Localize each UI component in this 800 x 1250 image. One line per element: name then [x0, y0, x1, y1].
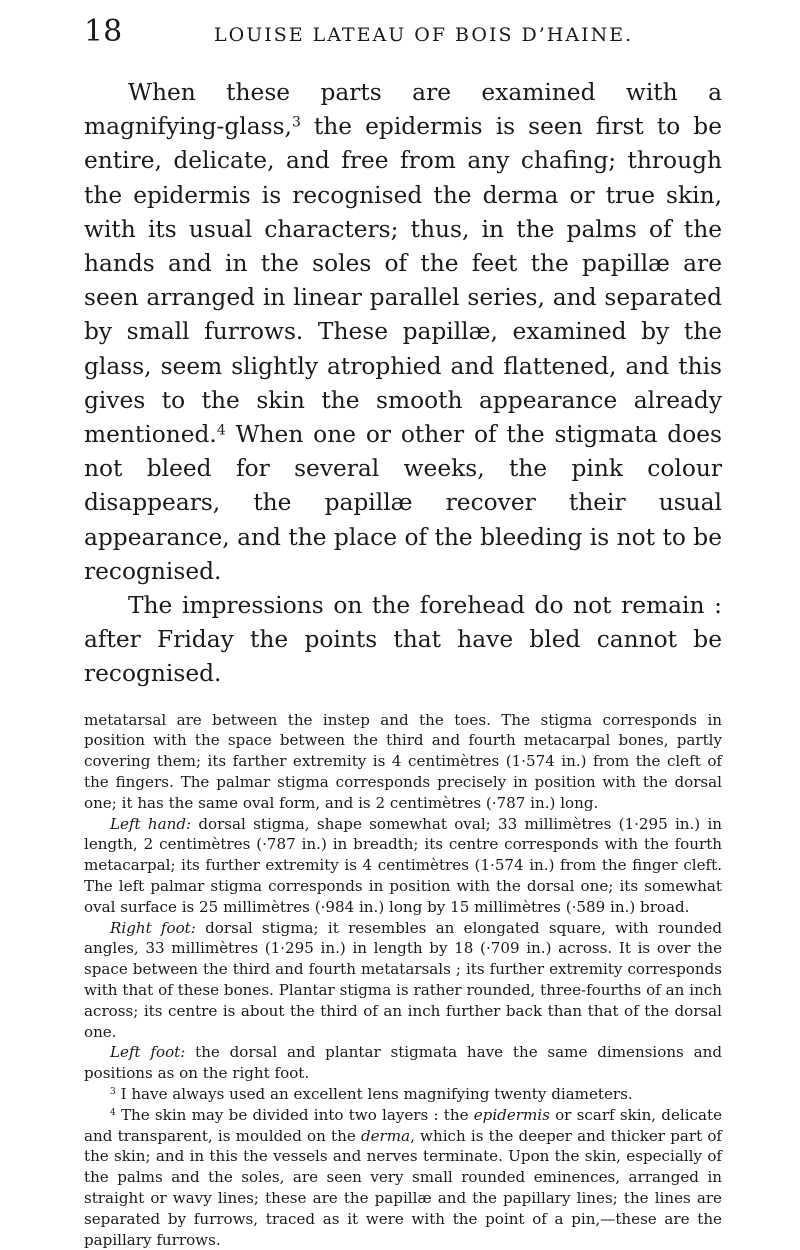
footnote-text: The skin may be divided into two layers : the — [115, 1105, 474, 1124]
footnote-term: derma — [360, 1126, 411, 1145]
body-text-segment: When one or other of the stigmata does not bleed for several weeks, the pink colour disappears, the papillæ recover their usual appearance, and the place of the bleeding is not to be recognised. — [84, 421, 722, 585]
footnote-label: Left foot: — [110, 1043, 186, 1062]
footnote-text: or scarf skin, delicate and transparent, is moulded on the — [84, 1105, 723, 1145]
footnote-label: Right foot: — [110, 918, 196, 937]
page-header — [84, 0, 722, 56]
footnote-text: dorsal stigma, shape somewhat oval; 33 millimètres (1·295 in.) in length, 2 centimètres (·787 in.) in breadth; its centre corresponds with the fourth metacarpal; its further extremity is 4 centimètres (1·574 in.) from the finger cleft. The left palmar stigma corresponds in position with the dorsal one; its somewhat oval surface is 25 millimètres (·984 in.) long by 15 millimètres (·589 in.) broad. — [84, 814, 723, 916]
footnote-marker: 3 — [110, 1087, 116, 1098]
footnote-ref: 3 — [291, 114, 301, 131]
body-text-segment: When these parts are examined with a magnifying-glass, — [84, 79, 722, 141]
footnote-label: Left hand: — [110, 814, 192, 833]
footnote-continuation: metatarsal are between the instep and the toes. The stigma corresponds in position with the space between the third and fourth metacarpal bones, partly covering them; its farther extremity is 4 centimètres (1·574 in.) from the cleft of the fingers. The palmar stigma corresponds precisely in position with the dorsal one; it has the same oval form, and is 2 centimètres (·787 in.) long. — [84, 710, 722, 812]
body-text-segment: the epidermis is seen first to be entire, delicate, and free from any chafing; through the epidermis is recognised the derma or true skin, with its usual characters; thus, in the palms of the hands and in the soles of the feet the papillæ are seen arranged in linear parallel series, and separated by small furrows. These papillæ, examined by the glass, seem slightly atrophied and flattened, and this gives to the skin the smooth appearance already mentioned. — [84, 113, 722, 449]
footnote-3 — [84, 1084, 722, 1105]
footnote-text: the dorsal and plantar stigmata have the same dimensions and positions as on the right foot. — [84, 1043, 722, 1083]
footnote-paragraph — [84, 1042, 722, 1084]
body-text — [84, 76, 722, 692]
running-title: LOUISE LATEAU OF BOIS D’HAINE. — [214, 24, 634, 46]
footnote-text: I have always used an excellent lens magnifying twenty diameters. — [115, 1085, 633, 1103]
footnote-paragraph — [84, 918, 722, 1043]
footnote-text: dorsal stigma; it resembles an elongated square, with rounded angles, 33 millimètres (1·295 in.) in length by 18 (·709 in.) across. It is over the space between the third and fourth metatarsals ; its further extremity corresponds with that of these bones. Plantar stigma is rather rounded, three-fourths of an inch across; its centre is about the third of an inch further back than that of the dorsal one. — [84, 918, 722, 1041]
page-number: 18 — [84, 14, 123, 49]
footnote-4 — [84, 1105, 722, 1250]
footnote-marker: 4 — [110, 1107, 116, 1118]
body-paragraph: The impressions on the forehead do not remain : after Friday the points that have bled cannot be recognised. — [84, 592, 722, 688]
body-paragraph — [84, 76, 722, 589]
footnote-term: epidermis — [473, 1105, 550, 1124]
footnote-ref: 4 — [216, 422, 226, 439]
footnote-paragraph — [84, 814, 722, 918]
footnotes — [84, 710, 722, 1250]
footnote-text: , which is the deeper and thicker part of the skin; and in this the vessels and nerves terminate. Upon the skin, especially of the palms and the soles, are seen very small rounded eminences, arranged in straight or wavy lines; these are the papillæ and the papillary lines; the lines are separated by furrows, traced as it were with the point of a pin,—these are the papillary furrows. — [84, 1126, 722, 1249]
